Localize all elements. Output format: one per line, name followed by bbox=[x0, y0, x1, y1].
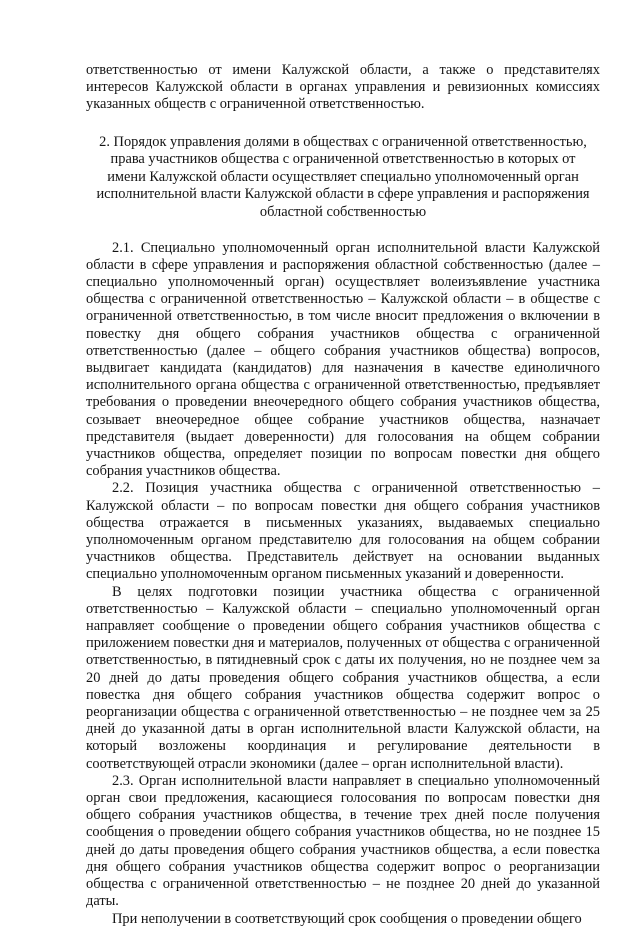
paragraph-2-3: 2.3. Орган исполнительной власти направляет в специально уполномоченный орган свои предложения, касающиеся голосования по вопросам повестки дня общего собрания участников общества, в течение трех дней после получения сообщения о проведении общего собрания участников общества, но не позднее 15 дней до даты проведения общего собрания участников общества, а если повестка дня общего собрания участников общества содержит вопрос о реорганизации общества с ограниченной ответственностью – не позднее 20 дней до указанной даты. bbox=[86, 772, 600, 910]
paragraph-non-receipt: При неполучении в соответствующий срок сообщения о проведении общего bbox=[112, 910, 582, 927]
paragraph-2-1: 2.1. Специально уполномоченный орган исполнительной власти Калужской области в сфере управления и распоряжения областной собственностью (далее – специально уполномоченный орган) осуществляет волеизъявление участника общества с ограниченной ответственностью – Калужской области – в обществе с ограниченной ответственностью, в том числе вносит предложения о включении в повестку дня общего собрания участников общества с ограниченной ответственностью (далее – общего собрания участников общества) вопросов, выдвигает кандидата (кандидатов) для назначения в качестве единоличного исполнительного органа общества с ограниченной ответственностью, предъявляет требования о проведении внеочередного общего собрания участников общества, созывает внеочередное общее собрание участников общества, назначает представителя (выдает доверенности) для голосования на общем собрании участников общества, определяет позиции по вопросам повестки дня общего собрания участников общества. bbox=[86, 239, 600, 480]
intro-paragraph: ответственностью от имени Калужской области, а также о представителях интересов Калужской области в органах управления и ревизионных комиссиях указанных обществ с ограниченной ответственностью. bbox=[86, 62, 600, 113]
paragraph-preparation: В целях подготовки позиции участника общества с ограниченной ответственностью – Калужской области – специально уполномоченный орган направляет сообщение о проведении общего собрания участников общества с приложением повестки дня и материалов, полученных от общества с ограниченной ответственностью, в пятидневный срок с даты их получения, но не позднее чем за 20 дней до даты проведения общего собрания участников общества, а если повестка дня общего собрания участников общества содержит вопрос о реорганизации общества с ограниченной ответственностью – не позднее чем за 25 дней до указанной даты в орган исполнительной власти Калужской области, на который возложены координация и регулирование деятельности в соответствующей отрасли экономики (далее – орган исполнительной власти). bbox=[86, 583, 600, 772]
paragraph-2-2: 2.2. Позиция участника общества с ограниченной ответственностью – Калужской области – по вопросам повестки дня общего собрания участников общества отражается в письменных указаниях, выдаваемых специально уполномоченным органом представителю для голосования на общем собрании участников общества. Представитель действует на основании выданных специально уполномоченным органом письменных указаний и доверенности. bbox=[86, 480, 600, 583]
section-heading: 2. Порядок управления долями в обществах с ограниченной ответственностью, права участников общества с ограниченной ответственностью в которых от имени Калужской области осуществляет специально уполномоченный орган исполнительной власти Калужской области в сфере управления и распоряжения областной собственностью bbox=[96, 133, 590, 220]
